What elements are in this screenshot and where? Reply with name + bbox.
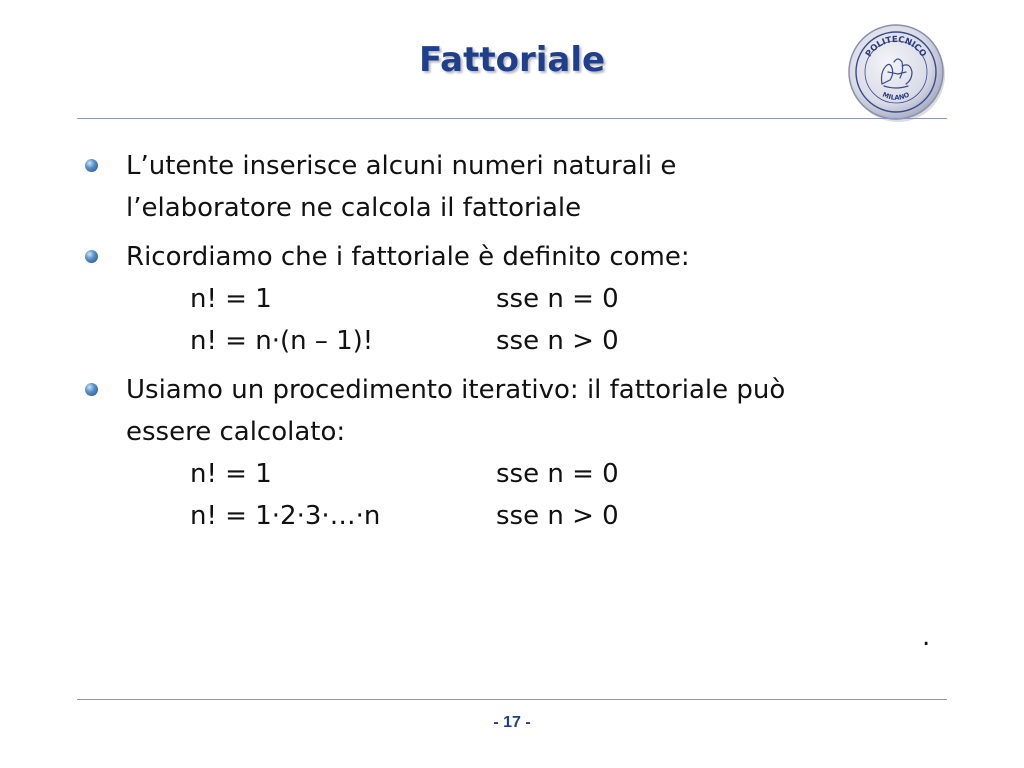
formula-line — [126, 278, 945, 320]
stray-mark: . — [922, 622, 931, 652]
formula-line — [126, 320, 945, 362]
bullet-item — [85, 369, 945, 537]
university-seal-icon — [846, 22, 946, 122]
bullet-text-line: essere calcolato: — [126, 417, 346, 447]
slide-title: Fattoriale — [418, 40, 606, 80]
bottom-divider — [77, 699, 947, 700]
formula-condition: sse n > 0 — [496, 326, 619, 356]
formula-line — [126, 453, 945, 495]
bullet-item — [85, 145, 945, 229]
formula-lhs: n! = 1 — [190, 459, 272, 489]
formula-lhs: n! = 1 — [190, 284, 272, 314]
formula-condition: sse n > 0 — [496, 501, 619, 531]
formula-condition: sse n = 0 — [496, 459, 619, 489]
bullet-text-line: L’utente inserisce alcuni numeri naturali e — [126, 151, 677, 181]
seal-top-text: POLITECNICO — [863, 34, 929, 60]
slide-body — [85, 145, 945, 544]
bullet-icon — [85, 250, 98, 263]
formula-condition: sse n = 0 — [496, 284, 619, 314]
bullet-icon — [85, 159, 98, 172]
bullet-text-line: l’elaboratore ne calcola il fattoriale — [126, 193, 582, 223]
page-number: - 17 - — [493, 714, 531, 731]
seal-bottom-text: MILANO — [881, 90, 911, 102]
bullet-text-line: Ricordiamo che i fattoriale è definito come: — [126, 242, 690, 272]
bullet-text-line: Usiamo un procedimento iterativo: il fattoriale può — [126, 375, 786, 405]
bullet-icon — [85, 383, 98, 396]
formula-line — [126, 495, 945, 537]
top-divider — [77, 118, 947, 119]
formula-lhs: n! = n·(n – 1)! — [190, 326, 374, 356]
formula-lhs: n! = 1⋅2⋅3⋅…⋅n — [190, 501, 381, 531]
bullet-item — [85, 236, 945, 362]
